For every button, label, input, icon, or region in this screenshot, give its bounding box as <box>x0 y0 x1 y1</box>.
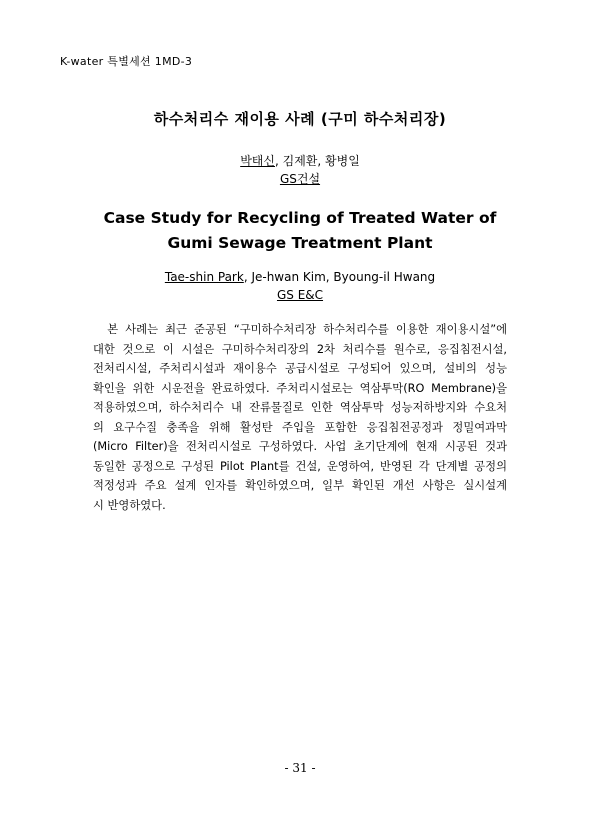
english-author-block <box>0 268 600 304</box>
abstract-line: 동일한 공정으로 구성된 Pilot Plant를 건설, 운영하여, 반영된 각 단계별 공정의 <box>93 459 507 473</box>
english-author-presenting: Tae-shin Park <box>164 270 244 284</box>
english-authors <box>0 268 600 286</box>
korean-title: 하수처리수 재이용 사례 (구미 하수처리장) <box>153 110 447 128</box>
abstract-line: 적용하였으며, 하수처리수 내 잔류물질로 인한 역삼투막 성능저하방지와 수요처 <box>93 401 507 414</box>
english-title <box>0 206 600 256</box>
korean-author-block <box>0 152 600 188</box>
abstract-line: 확인을 위한 시운전을 완료하였다. 주처리시설로는 역삼투막(RO Membrane)을 <box>93 381 507 395</box>
series-header: K-water 특별세션 1MD-3 <box>60 55 193 68</box>
korean-affiliation: GS건설 <box>279 172 321 186</box>
abstract-line: 시 반영하였다. <box>93 498 166 512</box>
abstract-line: 전처리시설, 주처리시설과 재이용수 공급시설로 구성되어 있으며, 설비의 성능 <box>93 362 507 375</box>
korean-author-coauthors: , 김제환, 황병일 <box>274 154 360 168</box>
abstract-line: 본 사례는 최근 준공된 “구미하수처리장 하수처리수를 이용한 재이용시설”에 <box>93 323 507 336</box>
abstract-paragraph <box>93 320 507 515</box>
english-affiliation: GS E&C <box>276 288 324 302</box>
abstract-line: 의 요구수질 충족을 위해 활성탄 주입을 포함한 응집침전공정과 정밀여과막 <box>93 420 507 434</box>
english-author-coauthors: , Je-hwan Kim, Byoung-il Hwang <box>243 270 436 284</box>
english-title-line-2: Gumi Sewage Treatment Plant <box>167 234 433 252</box>
abstract-line: 적정성과 주요 설계 인자를 확인하였으며, 일부 확인된 개선 사항은 실시설계 <box>93 479 507 492</box>
page-number: - 31 - <box>284 761 316 775</box>
korean-author-presenting: 박태신 <box>240 154 275 168</box>
english-title-line-1: Case Study for Recycling of Treated Water of <box>103 209 497 227</box>
abstract-line: 대한 것으로 이 시설은 구미하수처리장의 2차 처리수를 원수로, 응집침전시설, <box>93 342 507 356</box>
abstract-line: (Micro Filter)을 전처리시설로 구성하였다. 사업 초기단계에 현재 시공된 것과 <box>93 440 507 453</box>
korean-authors <box>0 152 600 170</box>
